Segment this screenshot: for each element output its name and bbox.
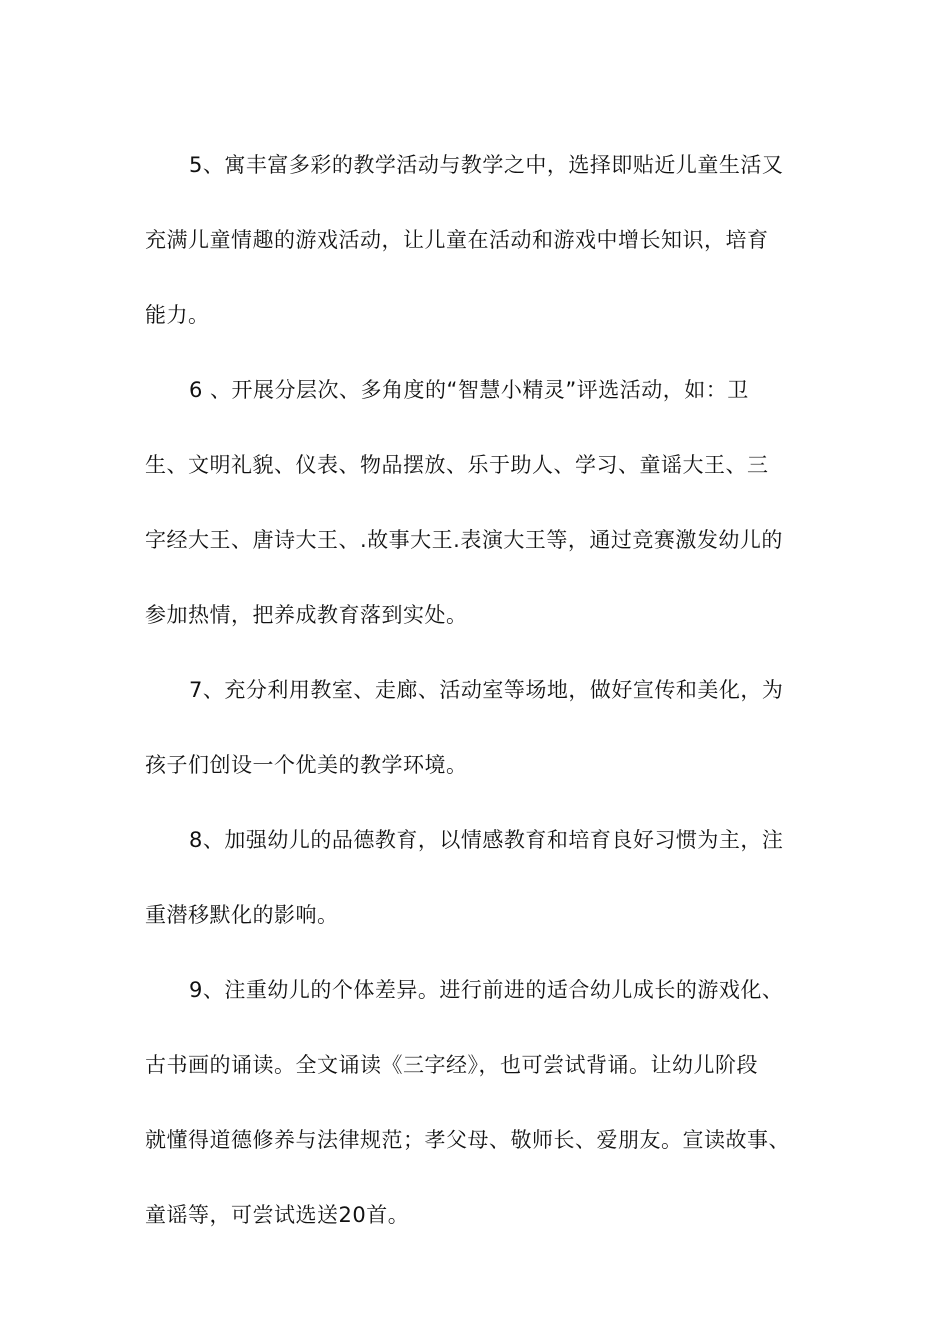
paragraph-item-5 xyxy=(145,128,820,353)
paragraph-item-6 xyxy=(145,353,820,653)
paragraph-line: 生、文明礼貌、仪表、物品摆放、乐于助人、学习、童谣大王、三 xyxy=(145,453,769,477)
paragraph-line: 能力。 xyxy=(145,303,210,327)
paragraph-line: 8、加强幼儿的品德教育，以情感教育和培育良好习惯为主，注 xyxy=(189,828,784,852)
paragraph-line: 古书画的诵读。全文诵读《三字经》，也可尝试背诵。让幼儿阶段 xyxy=(145,1053,758,1077)
paragraph-line: 孩子们创设一个优美的教学环境。 xyxy=(145,753,468,777)
paragraph-line: 字经大王、唐诗大王、.故事大王.表演大王等，通过竞赛激发幼儿的 xyxy=(145,528,783,552)
paragraph-line: 9、注重幼儿的个体差异。进行前进的适合幼儿成长的游戏化、 xyxy=(189,978,784,1002)
paragraph-item-9 xyxy=(145,953,820,1253)
paragraph-line: 7、充分利用教室、走廊、活动室等场地，做好宣传和美化，为 xyxy=(189,678,784,702)
paragraph-item-7 xyxy=(145,653,820,803)
paragraph-line: 6 、开展分层次、多角度的“智慧小精灵”评选活动，如：卫 xyxy=(189,378,749,402)
paragraph-line: 重潜移默化的影响。 xyxy=(145,903,339,927)
document-body xyxy=(145,128,820,1253)
paragraph-line: 童谣等，可尝试选送20首。 xyxy=(145,1203,410,1227)
paragraph-item-8 xyxy=(145,803,820,953)
paragraph-line: 5、寓丰富多彩的教学活动与教学之中，选择即贴近儿童生活又 xyxy=(189,153,784,177)
paragraph-line: 充满儿童情趣的游戏活动，让儿童在活动和游戏中增长知识，培育 xyxy=(145,228,769,252)
paragraph-line: 就懂得道德修养与法律规范；孝父母、敬师长、爱朋友。宣读故事、 xyxy=(145,1128,790,1152)
paragraph-line: 参加热情，把养成教育落到实处。 xyxy=(145,603,468,627)
